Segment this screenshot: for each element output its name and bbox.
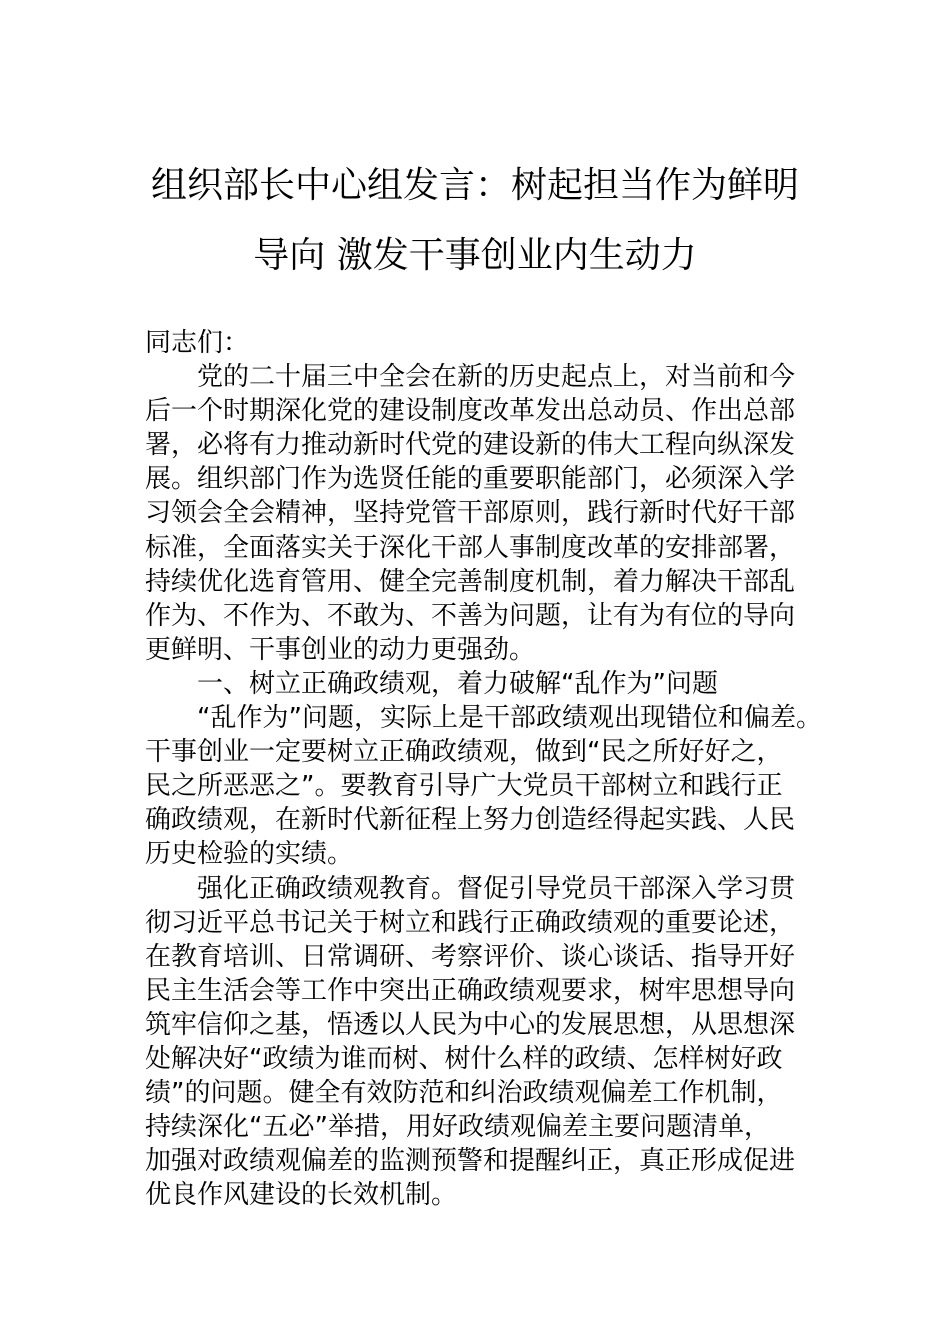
- document-title-line-1: 组织部长中心组发言：树起担当作为鲜明: [150, 165, 799, 206]
- paragraph-line: 持续优化选育管用、健全完善制度机制，着力解决干部乱: [145, 566, 796, 597]
- paragraph-line: 民主生活会等工作中突出正确政绩观要求，树牢思想导向: [145, 975, 796, 1006]
- salutation: 同志们：: [145, 328, 250, 358]
- paragraph-line: 民之所恶恶之”。要教育引导广大党员干部树立和践行正: [145, 771, 783, 802]
- paragraph-line: 处解决好“政绩为谁而树、树什么样的政绩、怎样树好政: [145, 1043, 783, 1074]
- document-title-line-2: 导向 激发干事创业内生动力: [253, 235, 697, 276]
- paragraph-line: 在教育培训、日常调研、考察评价、谈心谈话、指导开好: [145, 941, 796, 972]
- paragraph-line: 后一个时期深化党的建设制度改革发出总动员、作出总部: [145, 396, 796, 427]
- paragraph-line: 干事创业一定要树立正确政绩观，做到“民之所好好之，: [145, 737, 783, 768]
- paragraph-line: 展。组织部门作为选贤任能的重要职能部门，必须深入学: [145, 464, 796, 495]
- paragraph-line: 确政绩观，在新时代新征程上努力创造经得起实践、人民: [145, 805, 796, 836]
- paragraph-line: 习领会全会精神，坚持党管干部原则，践行新时代好干部: [145, 498, 796, 529]
- section-heading: 一、树立正确政绩观，着力破解“乱作为”问题: [197, 668, 718, 699]
- paragraph-line: 作为、不作为、不敢为、不善为问题，让有为有位的导向: [145, 600, 796, 631]
- paragraph-line: 强化正确政绩观教育。督促引导党员干部深入学习贯: [197, 873, 796, 904]
- paragraph-line: 历史检验的实绩。: [145, 839, 354, 870]
- paragraph-line: 绩”的问题。健全有效防范和纠治政绩观偏差工作机制，: [145, 1078, 783, 1109]
- paragraph-line: 持续深化“五必”举措，用好政绩观偏差主要问题清单，: [145, 1112, 770, 1143]
- paragraph-line: “乱作为”问题，实际上是干部政绩观出现错位和偏差。: [197, 703, 822, 734]
- paragraph-line: 加强对政绩观偏差的监测预警和提醒纠正，真正形成促进: [145, 1146, 796, 1177]
- paragraph-line: 优良作风建设的长效机制。: [145, 1180, 458, 1211]
- paragraph-line: 彻习近平总书记关于树立和践行正确政绩观的重要论述，: [145, 907, 796, 938]
- paragraph-line: 筑牢信仰之基，悟透以人民为中心的发展思想，从思想深: [145, 1009, 796, 1040]
- paragraph-line: 党的二十届三中全会在新的历史起点上，对当前和今: [197, 362, 796, 393]
- document-body: [145, 326, 835, 1212]
- paragraph-line: 署，必将有力推动新时代党的建设新的伟大工程向纵深发: [145, 430, 796, 461]
- paragraph-line: 标准，全面落实关于深化干部人事制度改革的安排部署，: [145, 532, 796, 563]
- paragraph-line: 更鲜明、干事创业的动力更强劲。: [145, 634, 536, 665]
